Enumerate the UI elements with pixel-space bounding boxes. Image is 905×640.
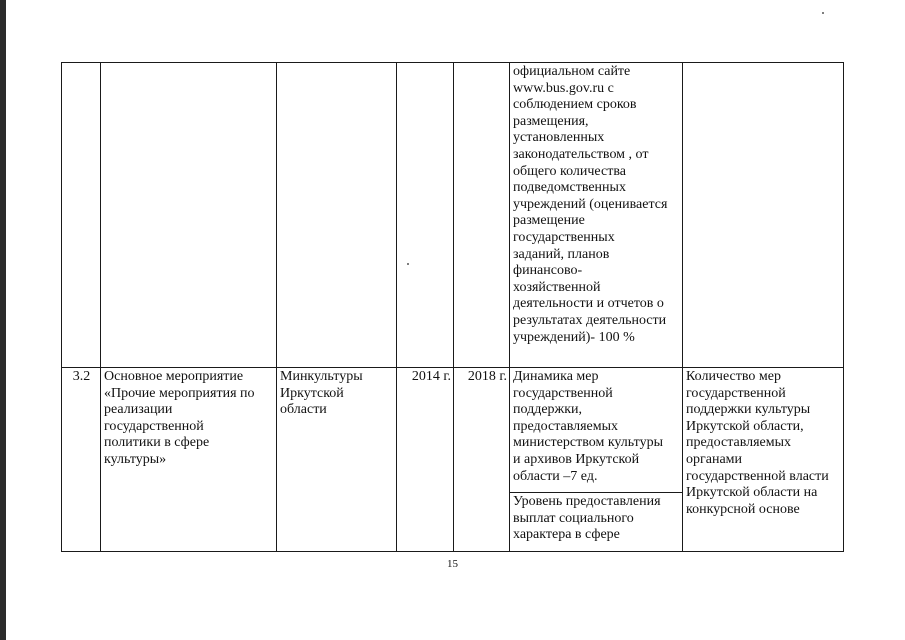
table-row-continued — [62, 63, 844, 368]
cell-end-year: 2018 г. — [454, 368, 510, 552]
cell-executor — [277, 63, 397, 368]
cell-indicator: официальном сайте www.bus.gov.ru с соблюдением сроков размещения, установленных законодательством , от общего количества подведомственных учреждений (оценивается размещение государственных заданий, планов финансово- хозяйственной деятельности и отчетов о результатах деятельности учреждений)- 100 % — [510, 63, 683, 368]
cell-executor: Минкультуры Иркутской области — [277, 368, 397, 552]
cell-start-year — [397, 63, 454, 368]
cell-end-year — [454, 63, 510, 368]
cell-number — [62, 63, 101, 368]
page-number: 15 — [447, 558, 458, 570]
cell-number: 3.2 — [62, 368, 101, 552]
cell-indicator-2: Уровень предоставления выплат социального характера в сфере — [510, 493, 683, 552]
cell-start-year: 2014 г. — [397, 368, 454, 552]
scan-speck — [822, 12, 824, 14]
measures-table — [61, 62, 844, 552]
cell-result: Количество мер государственной поддержки культуры Иркутской области, предоставляемых органами государственной власти Иркутской области на конкурсной основе — [683, 368, 844, 552]
cell-measure — [101, 63, 277, 368]
scan-left-edge — [0, 0, 6, 640]
table-row-3-2 — [62, 368, 844, 493]
cell-result — [683, 63, 844, 368]
cell-measure: Основное мероприятие «Прочие мероприятия по реализации государственной политики в сфере культуры» — [101, 368, 277, 552]
cell-indicator-1: Динамика мер государственной поддержки, предоставляемых министерством культуры и архивов Иркутской области –7 ед. — [510, 368, 683, 493]
